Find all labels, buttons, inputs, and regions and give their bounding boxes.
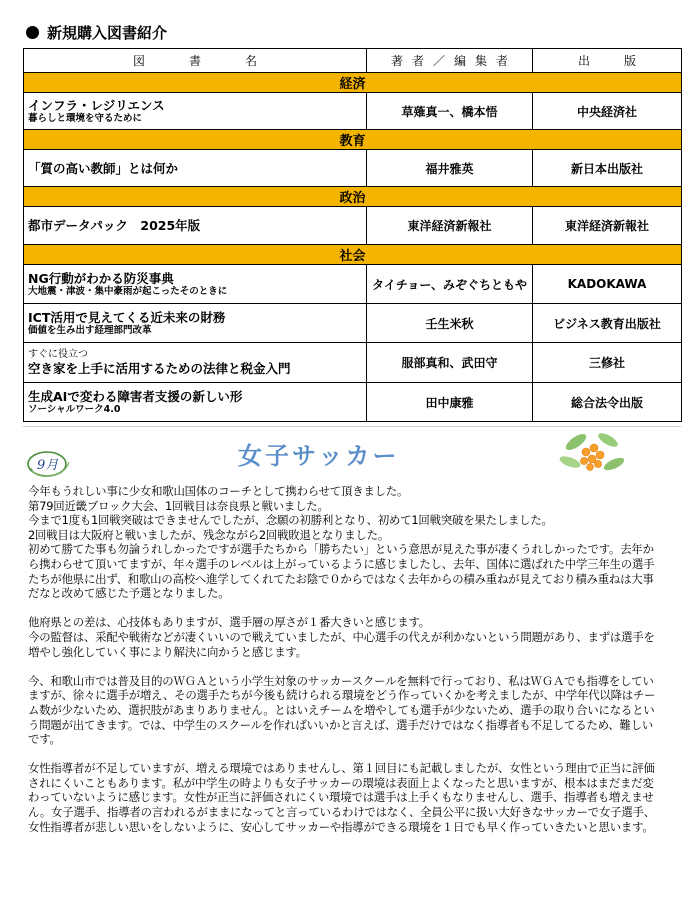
book-author: 壬生米秋 xyxy=(367,304,533,343)
book-author: 東洋経済新報社 xyxy=(367,207,533,245)
book-title: 生成AIで変わる障害者支援の新しい形 xyxy=(28,388,243,404)
category-label: 政治 xyxy=(24,187,682,207)
section-title: 新規購入図書紹介 xyxy=(47,24,168,42)
table-row xyxy=(24,383,682,422)
book-author: タイチョー、みぞぐちともや xyxy=(367,265,533,304)
article-paragraph: 初めて勝てた事も勿論うれしかったですが選手たちから「勝ちたい」という意思が見えた事が凄くうれしかったです。去年から携わらせて頂いてますが、年々選手のレベルは上がっているように感じましたし、去年、国体に選ばれた中学三年生の選手たちが他県に出ず、和歌山の高校へ進学してくれてたお陰で０からではなく去年からの積み重ねが見えており積み重ねは大事だなと改めて感じた予選となりました。 xyxy=(28,542,655,601)
article-paragraph: 第79回近畿ブロック大会、1回戦目は奈良県と戦いました。 xyxy=(28,498,329,513)
book-author: 服部真和、武田守 xyxy=(367,343,533,383)
book-publisher: 新日本出版社 xyxy=(533,150,682,187)
article-paragraph: 今まで1度も1回戦突破はできませんでしたが、念願の初勝利となり、初めて1回戦突破を果たしました。 xyxy=(28,513,553,528)
book-author: 田中康雅 xyxy=(367,383,533,422)
article-paragraph: 他府県との差は、心技体もありますが、選手層の厚さが１番大きいと感じます。 xyxy=(28,615,430,630)
category-label: 社会 xyxy=(24,245,682,265)
category-label: 経済 xyxy=(24,73,682,93)
category-row-economy xyxy=(24,73,682,93)
section-heading xyxy=(26,22,167,43)
month-badge xyxy=(25,448,73,480)
table-header-row xyxy=(24,49,682,73)
header-title: 図書名 xyxy=(24,49,367,73)
table-row xyxy=(24,93,682,130)
book-publisher: ビジネス教育出版社 xyxy=(533,304,682,343)
article-body xyxy=(28,484,664,834)
book-author: 福井雅英 xyxy=(367,150,533,187)
table-row xyxy=(24,265,682,304)
category-label: 教育 xyxy=(24,130,682,150)
book-subtitle: 暮らしと環境を守るために xyxy=(28,112,143,124)
book-subtitle: すぐに役立つ xyxy=(28,349,88,360)
table-row xyxy=(24,150,682,187)
book-publisher: 中央経済社 xyxy=(533,93,682,130)
book-title: ICT活用で見えてくる近未来の財務 xyxy=(28,309,226,325)
table-row xyxy=(24,304,682,343)
book-publisher: 東洋経済新報社 xyxy=(533,207,682,245)
category-row-politics xyxy=(24,187,682,207)
book-title: インフラ・レジリエンス xyxy=(28,97,165,113)
book-title-cell xyxy=(24,383,367,422)
book-title-cell xyxy=(24,304,367,343)
article-paragraph: 今の監督は、采配や戦術などが凄くいいので戦えていましたが、中心選手の代えが利かないという問題があり、まずは選手を増やし強化していく事により解決に向かうと感じます。 xyxy=(28,629,655,659)
book-title: 空き家を上手に活用するための法律と税金入門 xyxy=(28,361,291,376)
article-paragraph: 女性指導者が不足していますが、増える環境ではありませんし、第１回目にも記載しましたが、女性という理由で正当に評価されにくいこともあります。私が中学生の時よりも女子サッカーの環境は表面上よくなったと思いますが、根本はまだまだ変わっていないように感じます。女性が正当に評価されにくい環境では選手は上手くもなりませんし、選手、指導者も増えません。女子選手、指導者の言われるがままになってと言っているわけではなく、全員公平に扱い大好きなサッカーで女子選手、女性指導者が悲しい思いをしないように、安心してサッカーや指導ができる環境を１日でも早く作っていきたいと思います。 xyxy=(28,761,655,834)
book-subtitle: 大地震・津波・集中豪雨が起こったそのときに xyxy=(28,285,228,297)
book-subtitle: 価値を生み出す経理部門改革 xyxy=(28,324,152,336)
book-publisher: KADOKAWA xyxy=(533,265,682,304)
month-label: 9月 xyxy=(37,458,59,473)
section-divider xyxy=(23,426,681,427)
table-row xyxy=(24,343,682,383)
article-paragraph: 今、和歌山市では普及目的のＷＧＡという小学生対象のサッカースクールを無料で行っており、私はＷＧＡでも指導をしていますが、徐々に選手が増え、その選手たちが今後も続けられる環境をどう作っていくかを考えましたが、中学年代以降はチーム数が少ないため、選択肢があまりありません。とはいえチームを増やしても選手が少ないため、選手の取り合いになるという問題が出てきます。では、中学生のスクールを作ればいいかと言えば、選手だけではなく指導者も不足してるため、難しいです。 xyxy=(28,673,656,747)
header-publisher: 出版 xyxy=(533,49,682,73)
book-title-cell xyxy=(24,150,367,187)
book-title-cell xyxy=(24,93,367,130)
book-table xyxy=(23,48,682,422)
book-title: 「質の高い教師」とは何か xyxy=(28,160,179,176)
category-row-education xyxy=(24,130,682,150)
book-author: 草薙真一、橋本悟 xyxy=(367,93,533,130)
book-title-cell xyxy=(24,207,367,245)
book-title: NG行動がわかる防災事典 xyxy=(28,270,174,286)
osmanthus-flower-icon xyxy=(556,428,628,484)
article-paragraph: 今年もうれしい事に少女和歌山国体のコーチとして携わらせて頂きました。 xyxy=(28,484,409,498)
book-title: 都市データパック 2025年版 xyxy=(28,218,201,233)
book-subtitle: ソーシャルワーク4.0 xyxy=(28,403,121,415)
article-title: 女子サッカー xyxy=(238,442,400,470)
book-publisher: 総合法令出版 xyxy=(533,383,682,422)
book-title-cell xyxy=(24,265,367,304)
article-paragraph: 2回戦目は大阪府と戦いましたが、残念ながら2回戦敗退となりました。 xyxy=(28,527,390,542)
blossom-icon xyxy=(580,444,604,470)
table-row xyxy=(24,207,682,245)
bullet-icon xyxy=(26,26,39,39)
category-row-society xyxy=(24,245,682,265)
book-title-cell xyxy=(24,343,367,383)
header-author: 著者／編集者 xyxy=(367,49,533,73)
book-publisher: 三修社 xyxy=(533,343,682,383)
